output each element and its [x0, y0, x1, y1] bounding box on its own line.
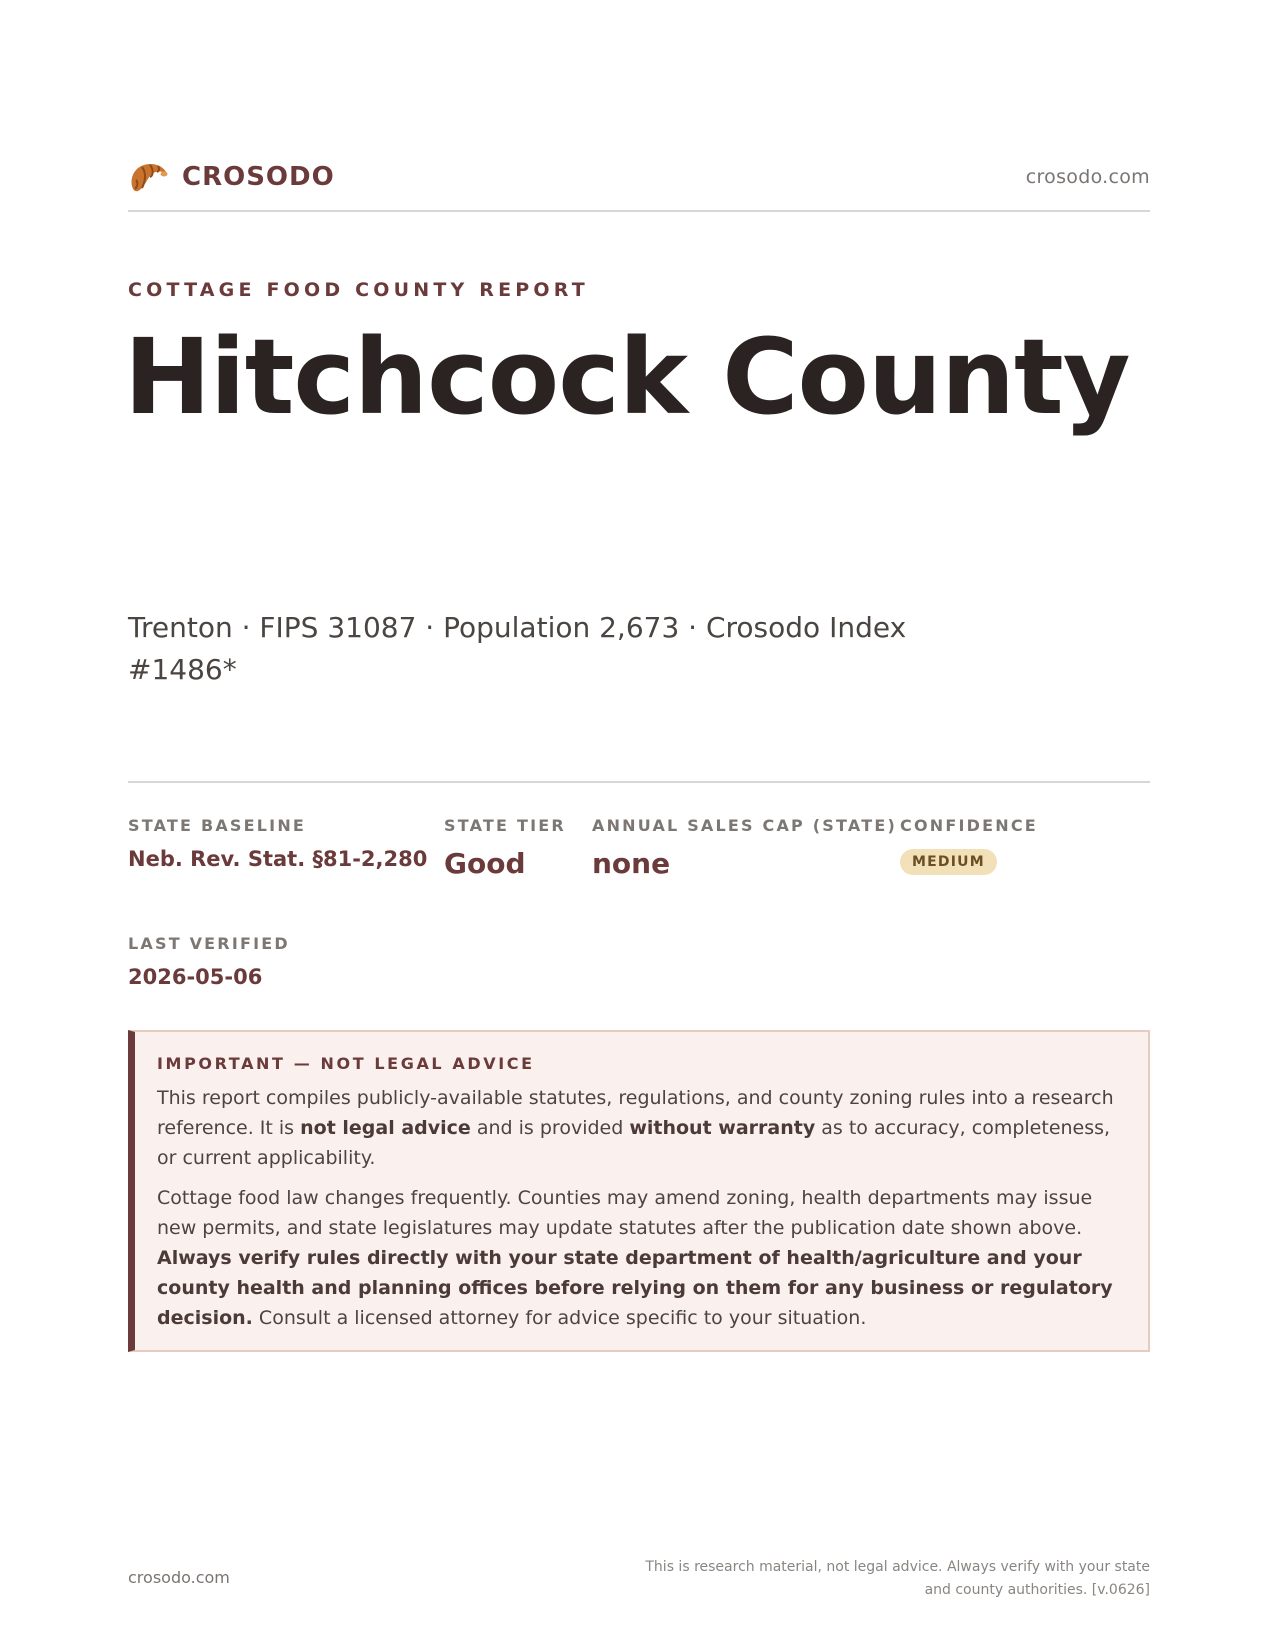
status-badge: MEDIUM: [900, 849, 997, 875]
notice-text: Consult a licensed attorney for advice specific to your situation.: [252, 1307, 867, 1329]
header: [128, 158, 1150, 212]
page-title: Hitchcock County: [124, 316, 1130, 438]
notice-paragraph: [157, 1183, 1122, 1333]
footer-site-link[interactable]: crosodo.com: [128, 1568, 230, 1587]
notice-emphasis: without warranty: [629, 1117, 816, 1139]
stat-annual-sales-cap: [592, 816, 897, 880]
divider: [128, 781, 1150, 783]
brand[interactable]: [128, 158, 335, 196]
notice-emphasis: Always verify rules directly with your state department of health/agriculture and your county health and planning offices before relying on them for any business or regulatory decision.: [157, 1247, 1113, 1329]
stat-value: Good: [444, 847, 526, 880]
report-eyebrow: COTTAGE FOOD COUNTY REPORT: [128, 279, 589, 301]
stat-label: STATE TIER: [444, 816, 566, 835]
stat-label: STATE BASELINE: [128, 816, 307, 835]
stat-value: Neb. Rev. Stat. §81-2,280: [128, 847, 428, 871]
stat-label: LAST VERIFIED: [128, 934, 290, 953]
notice-text: This report compiles publicly-available statutes, regulations, and county zoning rules into a research reference. It is: [157, 1087, 1114, 1139]
stat-value: 2026-05-06: [128, 965, 263, 989]
brand-name: CROSODO: [182, 162, 335, 192]
stat-last-verified: [128, 934, 290, 989]
notice-text: as to accuracy, completeness, or current applicability.: [157, 1117, 1111, 1169]
notice-title: IMPORTANT — NOT LEGAL ADVICE: [157, 1054, 535, 1073]
notice-text: Cottage food law changes frequently. Counties may amend zoning, health departments may issue new permits, and state legislatures may update statutes after the publication date shown above.: [157, 1187, 1093, 1239]
footer-disclaimer: This is research material, not legal advice. Always verify with your state and county authorities. [v.0626]: [645, 1559, 1150, 1598]
stat-label: ANNUAL SALES CAP (STATE): [592, 816, 897, 835]
notice-emphasis: not legal advice: [300, 1117, 471, 1139]
site-link[interactable]: crosodo.com: [1025, 166, 1150, 188]
stat-value: none: [592, 847, 671, 880]
report-page: [124, 0, 1150, 1650]
stat-label: CONFIDENCE: [900, 816, 1038, 835]
croissant-icon: [128, 158, 170, 196]
stat-state-baseline: [128, 816, 427, 871]
notice-paragraph: [157, 1083, 1122, 1173]
notice-text: and is provided: [470, 1117, 630, 1139]
legal-notice: [128, 1030, 1150, 1352]
report-subtitle: Trenton · FIPS 31087 · Population 2,673 · Crosodo Index #1486*: [128, 611, 907, 686]
stat-confidence: [900, 816, 1038, 875]
stat-state-tier: [444, 816, 566, 880]
